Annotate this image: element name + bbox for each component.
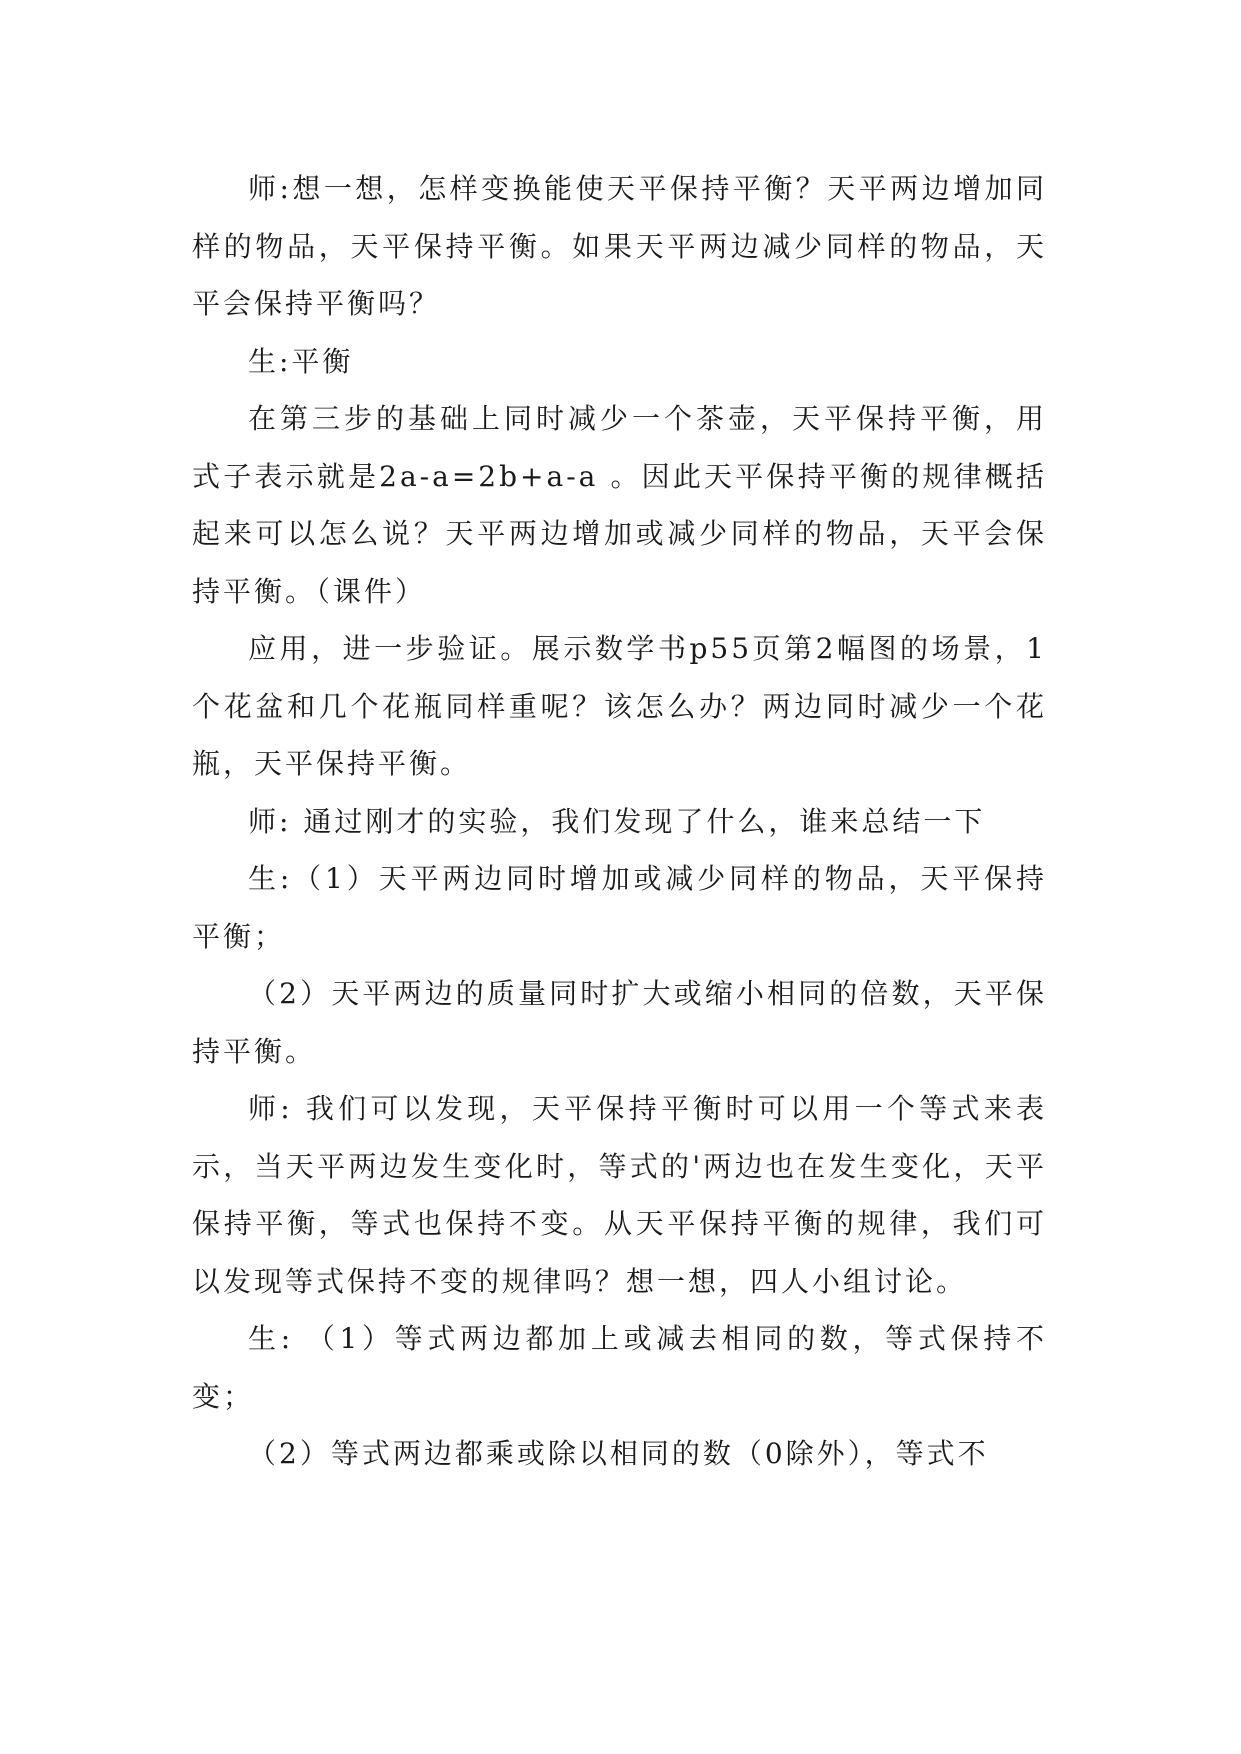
paragraph-student-point-1: 生:（1）天平两边同时增加或减少同样的物品，天平保持平衡； — [192, 862, 1047, 953]
paragraph-student-point-2: （2）天平两边的质量同时扩大或缩小相同的倍数，天平保持平衡。 — [192, 977, 1047, 1068]
paragraph-application: 应用，进一步验证。展示数学书p55页第2幅图的场景，1个花盆和几个花瓶同样重呢？该怎么办？两边同时减少一个花瓶，天平保持平衡。 — [192, 632, 1047, 780]
paragraph-teacher-summary: 师: 通过刚才的实验，我们发现了什么，谁来总结一下 — [248, 804, 986, 838]
paragraph-step-three: 在第三步的基础上同时减少一个茶壶，天平保持平衡，用式子表示就是2a-a=2b+a-a 。因此天平保持平衡的规律概括起来可以怎么说？天平两边增加或减少同样的物品，天平会保持平衡。（课件） — [192, 402, 1047, 608]
paragraph-student-rule-2: （2）等式两边都乘或除以相同的数（0除外），等式不 — [248, 1437, 989, 1470]
paragraph-student-rule-1: 生: （1）等式两边都加上或减去相同的数，等式保持不变； — [192, 1322, 1047, 1413]
paragraph-student-answer: 生:平衡 — [248, 344, 354, 378]
paragraph-teacher-equation: 师: 我们可以发现，天平保持平衡时可以用一个等式来表示，当天平两边发生变化时，等式的'两边也在发生变化，天平保持平衡，等式也保持不变。从天平保持平衡的规律，我们可以发现等式保持不变的规律吗？想一想，四人小组讨论。 — [192, 1092, 1047, 1298]
paragraph-teacher-question: 师:想一想，怎样变换能使天平保持平衡？天平两边增加同样的物品，天平保持平衡。如果天平两边减少同样的物品，天平会保持平衡吗？ — [192, 172, 1047, 320]
document-body — [192, 160, 1047, 1483]
